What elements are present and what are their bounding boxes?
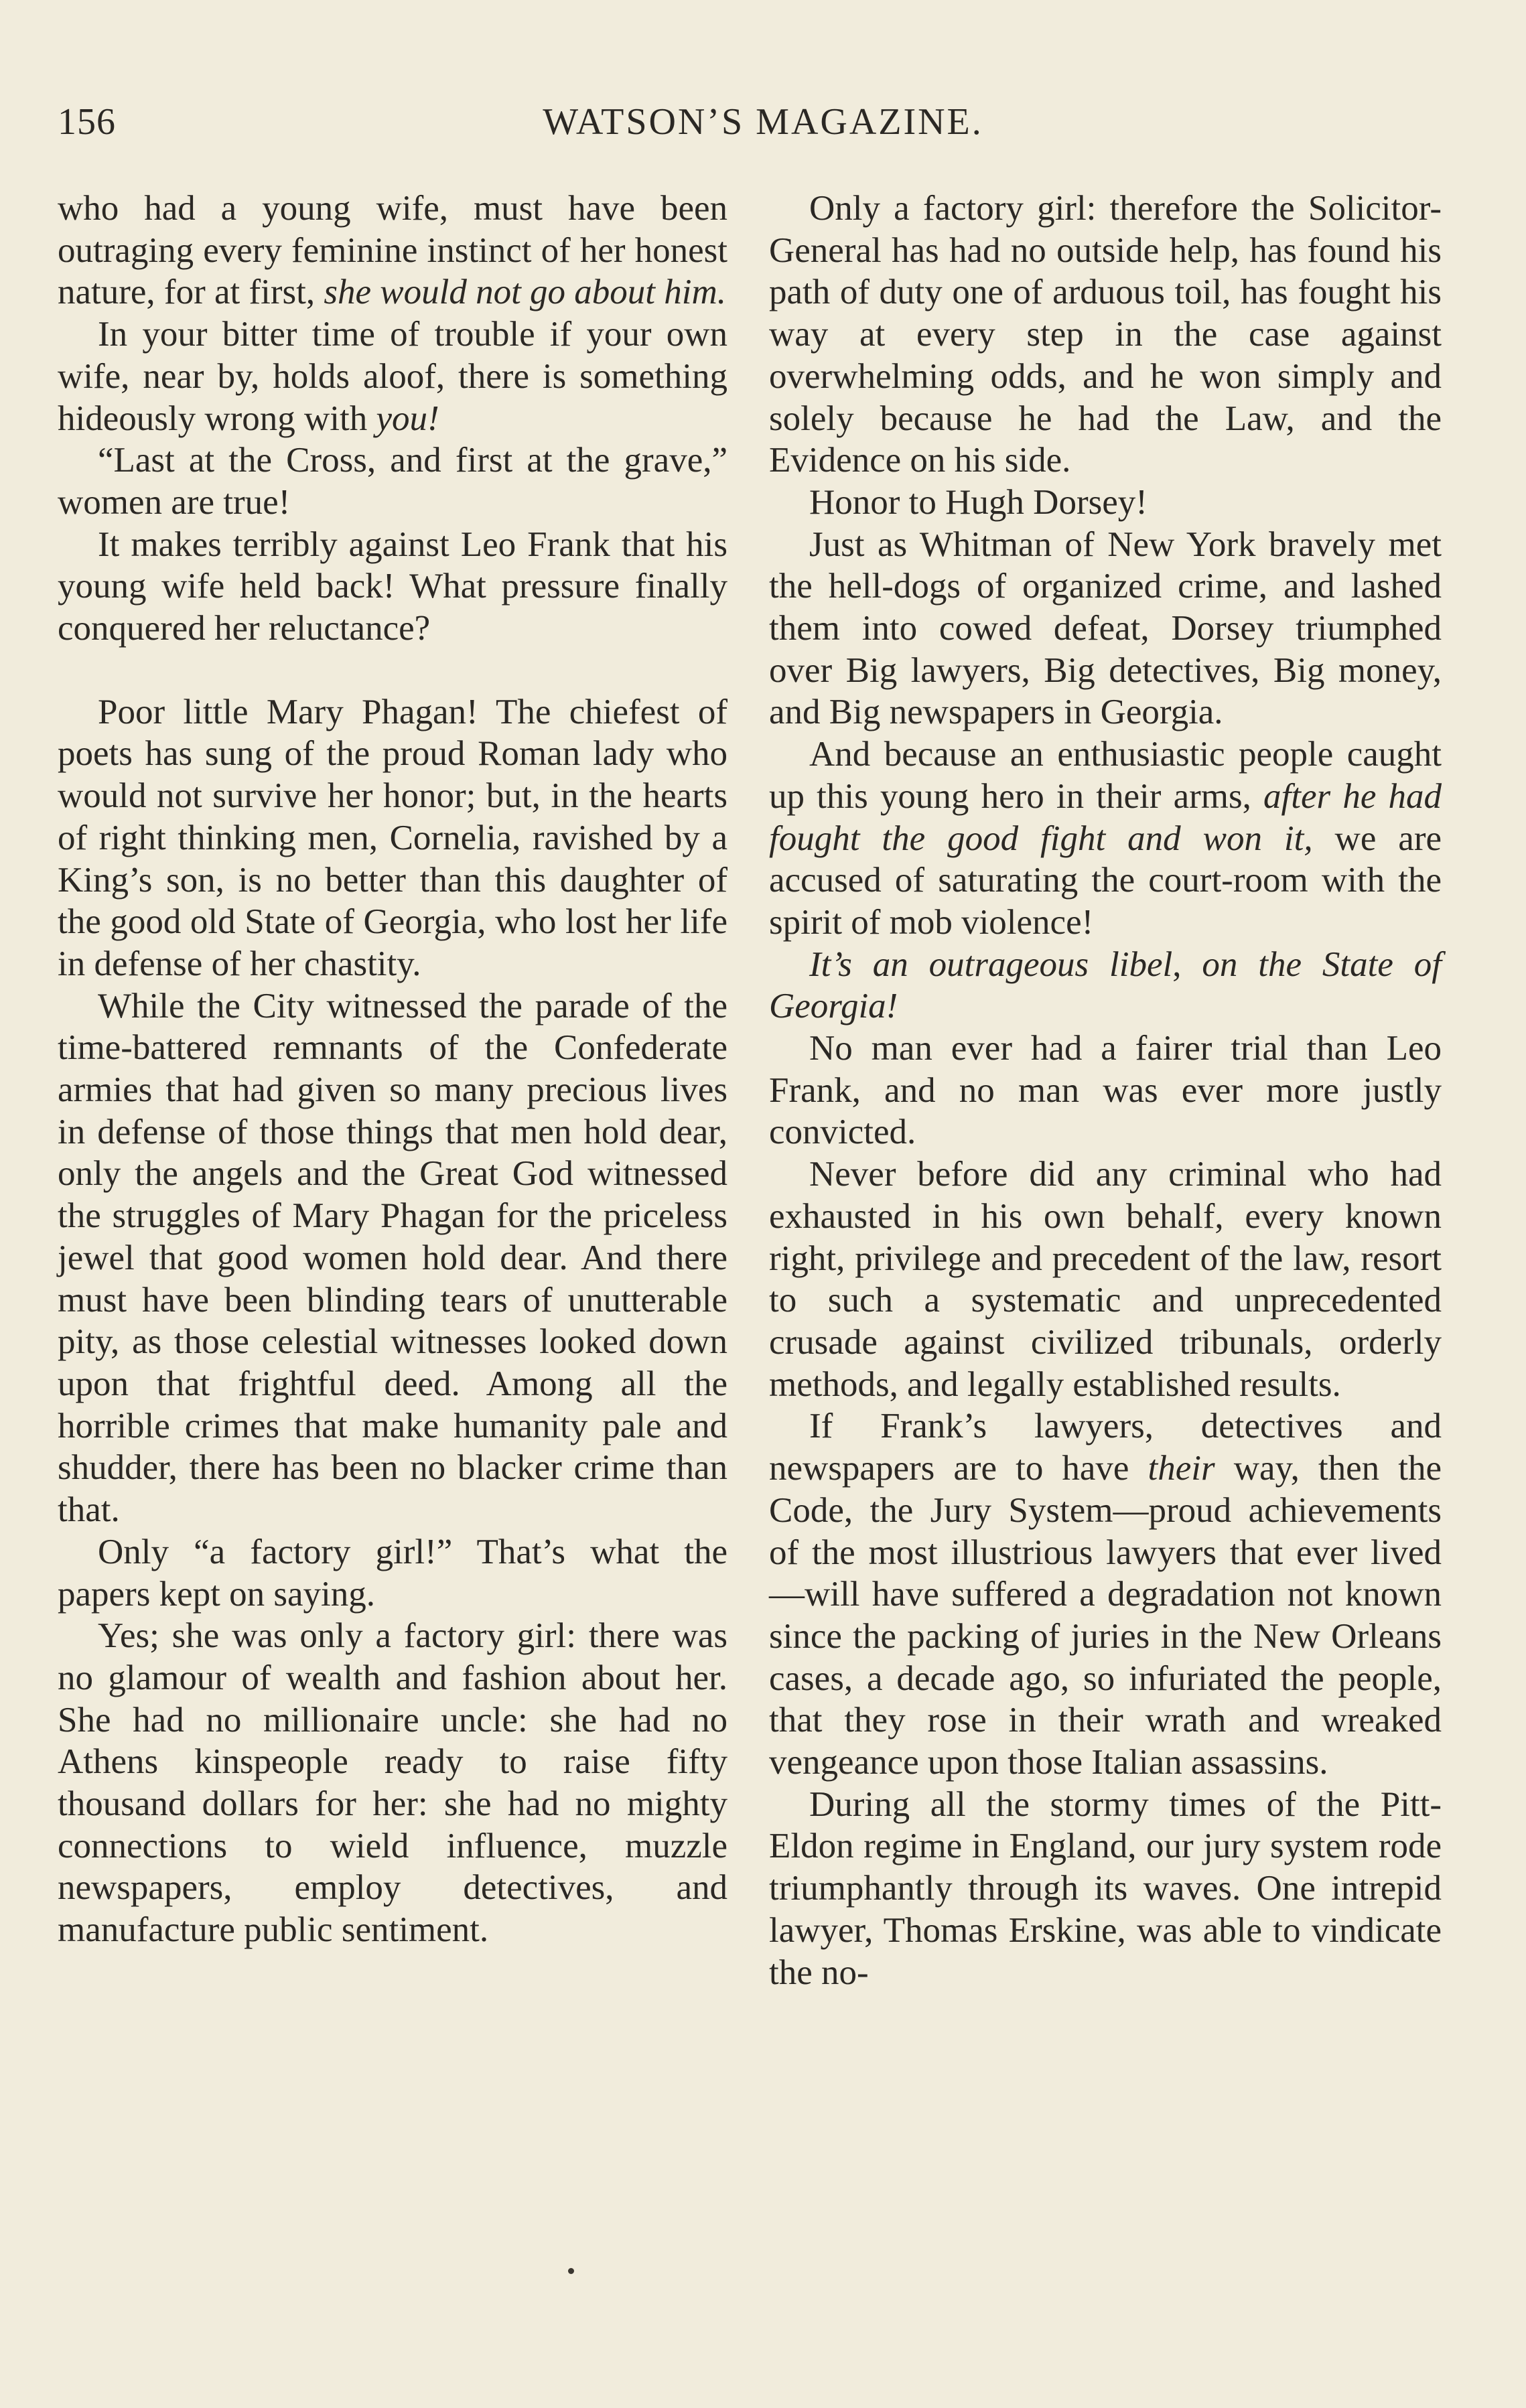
paragraph [58,188,727,313]
paragraph-text: who had a young wife, must have been outraging every feminine instinct of her honest nature, for at first, [58,189,727,312]
paragraph: While the City witnessed the parade of the time-battered remnants of the Confederate armies that had given so many precious lives in defense of those things that men hold dear, only the angels and the Great God witnessed the struggles of Mary Phagan for the priceless jewel that good women hold dear. And there must have been blinding tears of unutterable pity, as those celestial witnesses looked down upon that frightful deed. Among all the horrible crimes that make humanity pale and shudder, there has been no blacker crime than that. [58,986,727,1530]
page-dot [568,2268,574,2274]
italic-text: It’s an outrageous libel [809,944,1173,984]
paragraph: Only a factory girl: therefore the Solicitor-General has had no outside help, has found his path of duty one of arduous toil, has fought his way at every step in the case against overwhelming odds, and he won simply and solely because he had the Law, and the Evidence on his side. [769,189,1442,480]
paragraph: Honor to Hugh Dorsey! [809,482,1148,522]
left-column [58,188,727,1951]
paragraph-text: way, then the Code, the Jury System—proud achievements of the most illustrious lawyers that ever lived—will have suffered a degradation not known since the packing of juries in the New Orleans cases, a decade ago, so infuriated the people, that they rose in their wrath and wreaked vengeance upon those Italian assassins. [769,1449,1442,1782]
italic-text: on the State of Georgia! [769,944,1442,1026]
paragraph-text: , [1172,944,1202,984]
paragraph: Just as Whitman of New York bravely met the hell-dogs of organized crime, and lashed them into cowed defeat, Dorsey triumphed over Big lawyers, Big detectives, Big money, and Big newspapers in Georgia. [769,524,1442,732]
paragraph-text: And because an enthusiastic people caught up this young hero in their arms, [769,735,1442,816]
paragraph: Only “a factory girl!” That’s what the papers kept on saying. [58,1532,727,1614]
paragraph: Yes; she was only a factory girl: there was no glamour of wealth and fashion about her. She had no millionaire uncle: she had no Athens kinspeople ready to raise fifty thousand dollars for her: she had no mighty connections to wield influence, muzzle newspapers, employ detectives, and manufacture public sentiment. [58,1616,727,1950]
right-column [769,188,1442,1993]
paragraph: No man ever had a fairer trial than Leo Frank, and no man was ever more justly convicted. [769,1029,1442,1152]
italic-text: you! [376,399,439,438]
paragraph-text: we are accused of saturating the court-room with the spirit of mob violence! [769,819,1442,942]
paragraph: “Last at the Cross, and first at the grave,” women are true! [58,441,727,522]
page-number: 156 [58,101,116,143]
paragraph: During all the stormy times of the Pitt-Eldon regime in England, our jury system rode triumphantly through its waves. One intrepid lawyer, Thomas Erskine, was able to vindicate the no- [769,1784,1442,1992]
paragraph: Never before did any criminal who had exhausted in his own behalf, every known right, privilege and precedent of the law, resort to such a systematic and unprecedented crusade against civilized tribunals, orderly methods, and legally established results. [769,1155,1442,1404]
running-head: WATSON’S MAGAZINE. [543,101,983,143]
italic-text: she would not go about him. [324,273,727,312]
paragraph [769,944,1442,1028]
paragraph-text: In your bitter time of trouble if your own wife, near by, holds aloof, there is something hideously wrong with [58,315,727,438]
italic-text: after he had fought the good fight and won it, [769,776,1442,858]
paragraph [58,313,727,439]
paragraph [769,733,1442,944]
paragraph [769,1405,1442,1783]
paragraph-text: If Frank’s lawyers, detectives and newspapers are to have [769,1407,1442,1488]
italic-text: their [1148,1449,1215,1488]
paragraph: It makes terribly against Leo Frank that his young wife held back! What pressure finally conquered her reluctance? [58,524,727,648]
paragraph: Poor little Mary Phagan! The chiefest of poets has sung of the proud Roman lady who would not survive her honor; but, in the hearts of right thinking men, Cornelia, ravished by a King’s son, is no better than this daughter of the good old State of Georgia, who lost her life in defense of her chastity. [58,692,727,983]
